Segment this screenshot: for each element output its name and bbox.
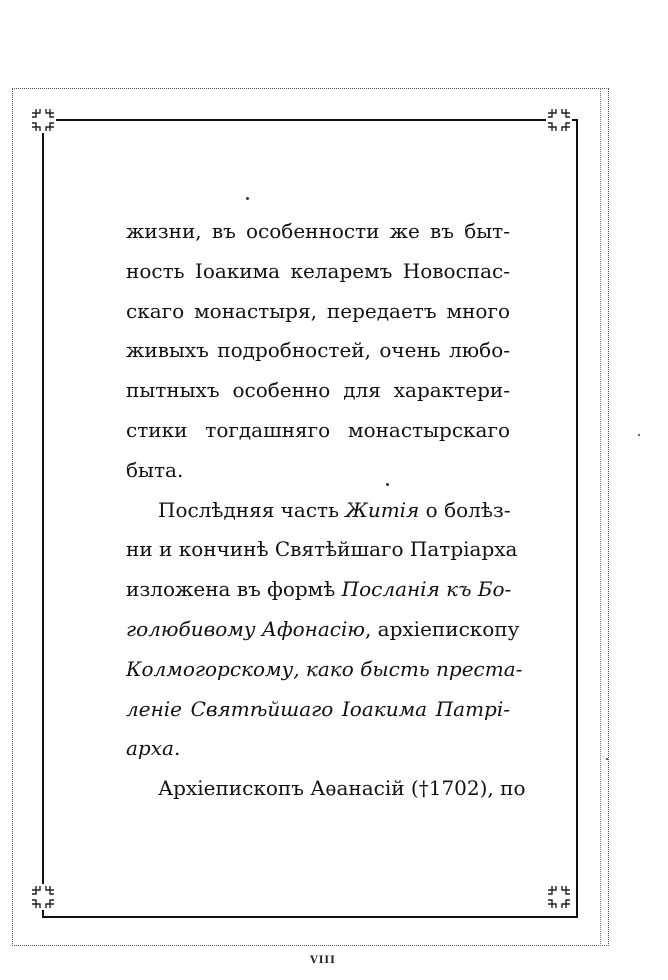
text-line: ни и кончинѣ Святѣйшаго Патріарха [126,537,518,562]
text-line: ность Іоакима келаремъ Новоспас- [126,258,510,283]
print-speck [638,434,640,436]
text-line: Архіепископъ Аѳанасій (†1702), по [158,776,526,801]
print-speck [606,758,608,760]
page-number: VIII [310,955,336,966]
print-speck [246,197,249,200]
text-line: быта. [126,457,184,482]
text-line: пытныхъ особенно для характери- [126,378,510,403]
outer-dotted-frame-edge [600,88,612,946]
text-line: живыхъ подробностей, очень любо- [126,338,510,363]
text-line: арха. [126,736,181,761]
corner-ornament-icon [30,107,56,133]
text-line: леніе Святѣйшаго Іоакима Патрі- [126,696,510,721]
text-line: скаго монастыря, передаетъ много [126,298,510,323]
corner-ornament-icon [30,884,56,910]
text-line: голюбивому Афонасію, архіепископу [126,616,520,641]
text-line: изложена въ формѣ Посланія къ Бо- [126,577,512,602]
text-line: стики тогдашняго монастырскаго [126,417,510,442]
corner-ornament-icon [546,884,572,910]
text-line: Колмогорскому, како бысть преста- [126,656,523,681]
text-line: Послѣдняя часть Житія о болѣз- [158,497,511,522]
body-text [126,212,526,809]
text-line: жизни, въ особенности же въ быт- [126,219,510,243]
corner-ornament-icon [546,107,572,133]
